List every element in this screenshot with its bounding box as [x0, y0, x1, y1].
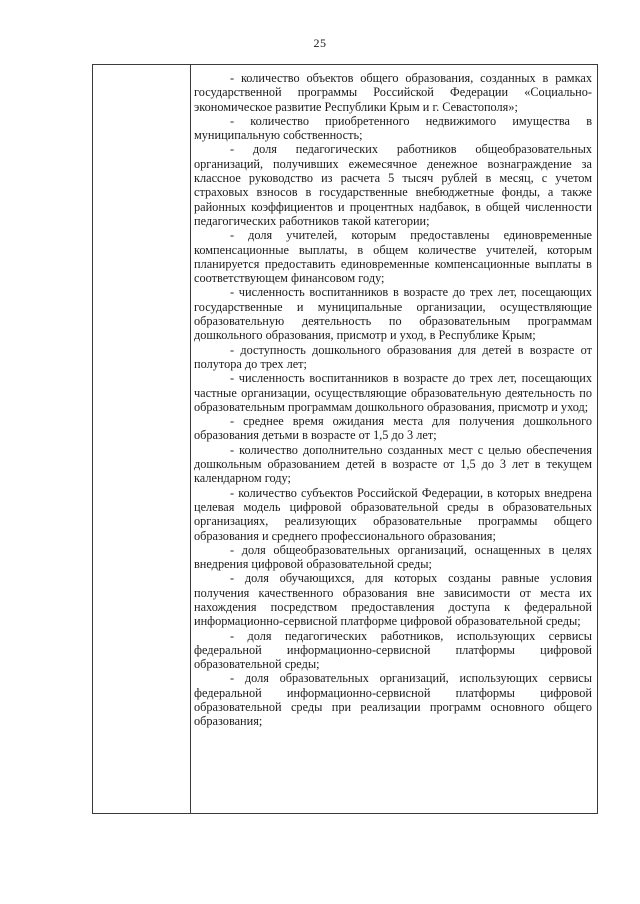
list-item: - доля обучающихся, для которых созданы равные условия получения качественного образования вне зависимости от места их нахождения посредством предоставления доступа к федеральной информационно-сервисной платформе цифровой образовательной среды;	[194, 571, 592, 629]
list-item: - количество субъектов Российской Федерации, в которых внедрена целевая модель цифровой образовательной среды в образовательных организациях, реализующих образовательные программы общего образования и среднего профессионального образования;	[194, 485, 592, 543]
list-item: - доля учителей, которым предоставлены единовременные компенсационные выплаты, в общем количестве учителей, которым планируется предоставить единовременные компенсационные выплаты в соответствующем финансовом году;	[194, 228, 592, 286]
list-item: - доля образовательных организаций, использующих сервисы федеральной информационно-сервисной платформы цифровой образовательной среды при реализации программ основного общего образования;	[194, 671, 592, 729]
list-item: - численность воспитанников в возрасте до трех лет, посещающих частные организации, осуществляющие образовательную деятельность по образовательным программам дошкольного образования, присмотр и уход;	[194, 371, 592, 414]
list-item: - доля педагогических работников общеобразовательных организаций, получивших ежемесячное денежное вознаграждение за классное руководство из расчета 5 тысяч рублей в месяц, с учетом страховых взносов в государственные внебюджетные фонды, а также районных коэффициентов и процентных надбавок, в общей численности педагогических работников такой категории;	[194, 142, 592, 228]
list-item: - численность воспитанников в возрасте до трех лет, посещающих государственные и муниципальные организации, осуществляющие образовательную деятельность по образовательным программам дошкольного образования, присмотр и уход, в Республике Крым;	[194, 285, 592, 343]
list-item: - количество дополнительно созданных мест с целью обеспечения дошкольным образованием детей в возрасте от 1,5 до 3 лет в текущем календарном году;	[194, 442, 592, 486]
page-number: 25	[313, 36, 327, 50]
list-item: - количество приобретенного недвижимого имущества в муниципальную собственность;	[194, 113, 592, 143]
list-item: - доступность дошкольного образования для детей в возрасте от полутора до трех лет;	[194, 342, 592, 371]
table-column-divider	[190, 65, 191, 813]
document-table	[92, 64, 598, 814]
content-cell	[194, 71, 592, 729]
list-item: - доля педагогических работников, использующих сервисы федеральной информационно-сервисной платформы цифровой образовательной среды;	[194, 628, 592, 672]
list-item: - количество объектов общего образования, созданных в рамках государственной программы Российской Федерации «Социально-экономическое развитие Республики Крым и г. Севастополя»;	[194, 71, 592, 114]
list-item: - доля общеобразовательных организаций, оснащенных в целях внедрения цифровой образовательной среды;	[194, 542, 592, 572]
list-item: - среднее время ожидания места для получения дошкольного образования детьми в возрасте от 1,5 до 3 лет;	[194, 414, 592, 443]
